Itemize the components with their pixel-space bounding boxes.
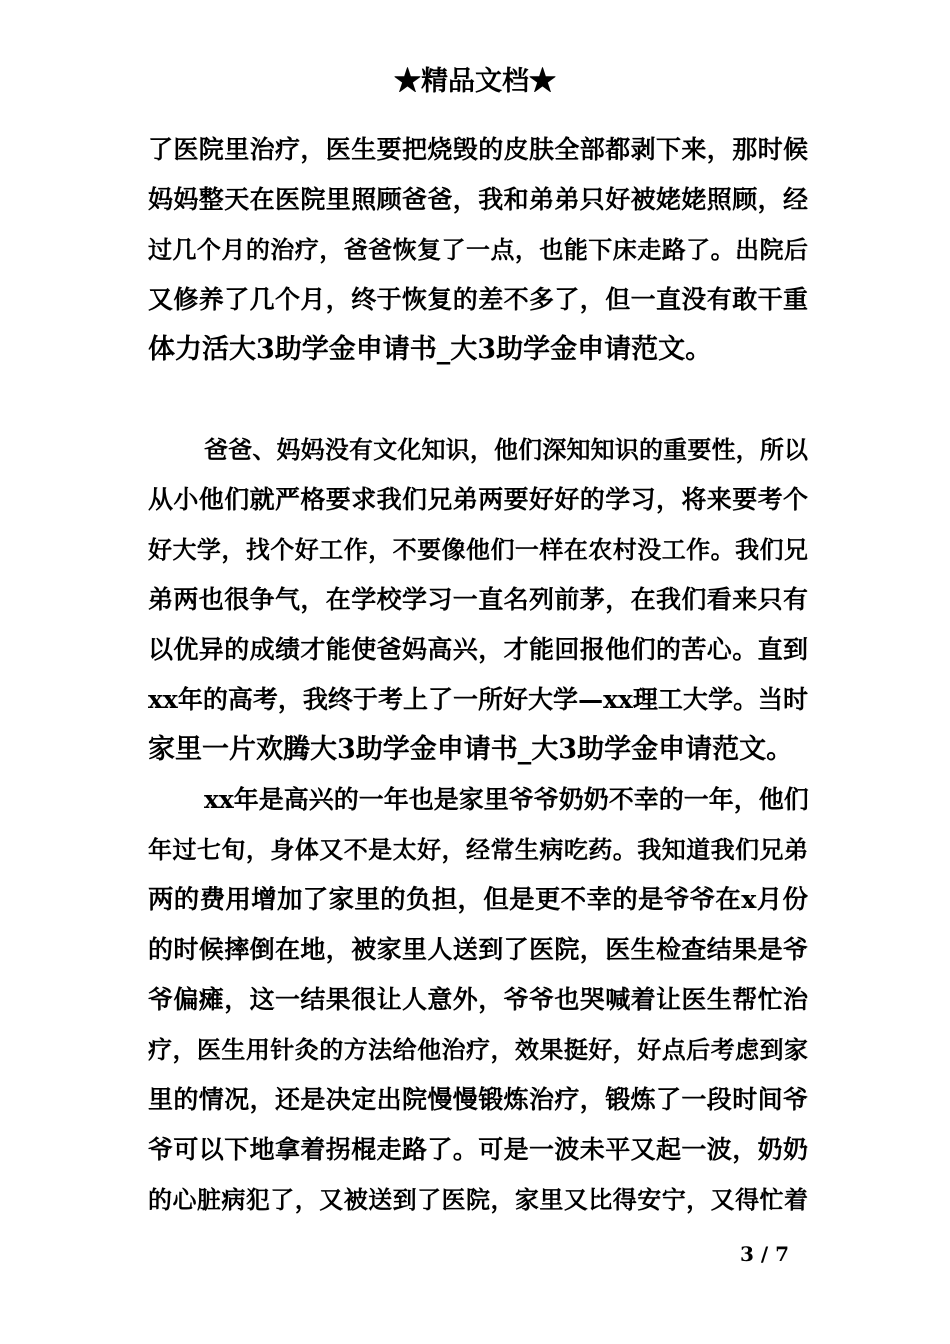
text-line: 年过七旬，身体又不是太好，经常生病吃药。我知道我们兄弟 bbox=[148, 835, 808, 864]
text-line: 两的费用增加了家里的负担，但是更不幸的是爷爷在x月份 bbox=[148, 885, 808, 915]
text-line: 爷偏瘫，这一结果很让人意外，爷爷也哭喊着让医生帮忙治 bbox=[148, 985, 808, 1014]
text-line: 里的情况，还是决定出院慢慢锻炼治疗，锻炼了一段时间爷 bbox=[148, 1085, 808, 1114]
page-header-title: ★精品文档★ bbox=[394, 66, 556, 97]
text-line: 的时候摔倒在地，被家里人送到了医院，医生检查结果是爷 bbox=[148, 935, 808, 964]
text-line: 的心脏病犯了，又被送到了医院，家里又比得安宁，又得忙着 bbox=[148, 1185, 808, 1214]
text-line: 爸爸、妈妈没有文化知识，他们深知知识的重要性，所以 bbox=[204, 435, 808, 464]
text-line: xx年是高兴的一年也是家里爷爷奶奶不幸的一年，他们 bbox=[204, 785, 809, 814]
text-line: 从小他们就严格要求我们兄弟两要好好的学习，将来要考个 bbox=[148, 485, 808, 514]
text-line: 体力活大3助学金申请书_大3助学金申请范文。 bbox=[148, 334, 713, 365]
text-line: 又修养了几个月，终于恢复的差不多了，但一直没有敢干重 bbox=[148, 285, 808, 314]
text-line: 过几个月的治疗，爸爸恢复了一点，也能下床走路了。出院后 bbox=[148, 235, 808, 264]
text-line: 爷可以下地拿着拐棍走路了。可是一波未平又起一波，奶奶 bbox=[148, 1135, 808, 1164]
page-number: 3 / 7 bbox=[740, 1242, 790, 1266]
text-line: 了医院里治疗，医生要把烧毁的皮肤全部都剥下来，那时候 bbox=[148, 135, 808, 164]
text-line: 妈妈整天在医院里照顾爸爸，我和弟弟只好被姥姥照顾，经 bbox=[148, 185, 808, 214]
text-line: 家里一片欢腾大3助学金申请书_大3助学金申请范文。 bbox=[148, 734, 794, 765]
text-line: 以优异的成绩才能使爸妈高兴，才能回报他们的苦心。直到 bbox=[148, 635, 808, 664]
text-line: 好大学，找个好工作，不要像他们一样在农村没工作。我们兄 bbox=[148, 535, 808, 564]
text-line: xx年的高考，我终于考上了一所好大学—xx理工大学。当时 bbox=[148, 685, 808, 714]
text-line: 疗，医生用针灸的方法给他治疗，效果挺好，好点后考虑到家 bbox=[148, 1035, 808, 1064]
text-line: 弟两也很争气，在学校学习一直名列前茅，在我们看来只有 bbox=[148, 585, 808, 614]
